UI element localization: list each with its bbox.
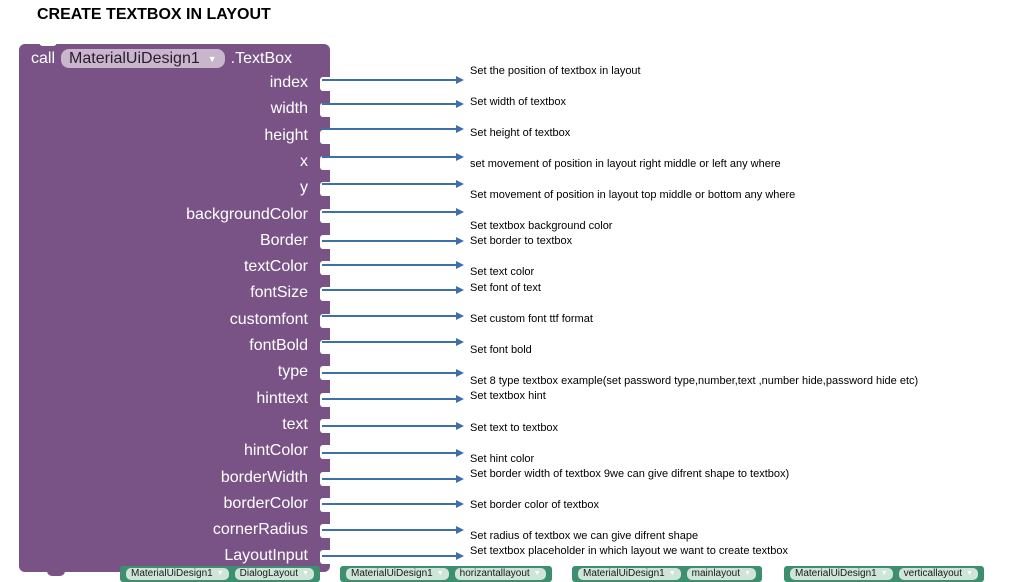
description-text: Set textbox hint: [470, 390, 546, 402]
layout-dropdown[interactable]: [235, 568, 314, 580]
component-dropdown[interactable]: [790, 568, 893, 580]
description-text: Set border to textbox: [470, 235, 573, 247]
param-bordercolor: borderColor: [223, 494, 308, 512]
dropdown-arrow-icon: ▼: [302, 570, 309, 577]
layout-name: mainlayout: [691, 568, 740, 579]
param-type: type: [277, 363, 308, 381]
dropdown-arrow-icon: ▼: [436, 570, 444, 577]
description-text: Set 8 type textbox example(set password type,number,text ,number hide,password hide etc): [470, 375, 919, 387]
call-label: call: [31, 49, 56, 67]
param-height: height: [264, 126, 308, 144]
param-width: width: [270, 100, 308, 118]
component-name: MaterialUiDesign1: [131, 568, 213, 579]
dropdown-arrow-icon: ▼: [668, 570, 676, 577]
arrow-head: [456, 312, 464, 320]
dropdown-arrow-icon: ▼: [880, 570, 888, 577]
arrow-head: [456, 395, 464, 403]
description-text: Set width of textbox: [470, 96, 566, 108]
arrow-head: [456, 180, 464, 188]
description-text: Set textbox placeholder in which layout we want to create textbox: [470, 545, 788, 557]
param-cornerradius: cornerRadius: [212, 521, 308, 539]
param-hinttext: hinttext: [256, 389, 308, 407]
arrow-head: [456, 526, 464, 534]
param-backgroundcolor: backgroundColor: [186, 205, 308, 223]
arrow-head: [456, 500, 464, 508]
param-text: text: [282, 415, 308, 433]
layout-dropdown[interactable]: [899, 568, 978, 580]
arrow-head: [456, 475, 464, 483]
param-fontbold: fontBold: [249, 337, 308, 354]
component-dropdown[interactable]: [346, 568, 449, 580]
description-text: Set border width of textbox 9we can give difrent shape to textbox): [470, 468, 790, 480]
arrow-head: [456, 449, 464, 457]
param-textcolor: textColor: [243, 258, 308, 276]
layout-name: DialogLayout: [239, 568, 299, 579]
layout-block[interactable]: [120, 566, 320, 582]
component-name: MaterialUiDesign1: [69, 49, 200, 67]
param-hintcolor: hintColor: [243, 442, 308, 460]
component-name: MaterialUiDesign1: [583, 568, 665, 579]
layout-dropdown[interactable]: [455, 568, 546, 580]
description-text: Set textbox background color: [470, 220, 613, 232]
param-customfont: customfont: [229, 310, 308, 328]
arrow-head: [456, 125, 464, 133]
param-index: index: [269, 74, 308, 91]
param-y: y: [300, 179, 308, 197]
description-text: Set text to textbox: [470, 422, 559, 434]
description-text: Set radius of textbox we can give difrent shape: [470, 530, 699, 542]
param-border: Border: [259, 231, 308, 249]
component-dropdown[interactable]: [126, 568, 229, 580]
description-text: Set hint color: [470, 453, 535, 465]
description-text: Set text color: [470, 266, 535, 278]
arrow-head: [456, 552, 464, 560]
layout-block[interactable]: [784, 566, 984, 582]
description-text: set movement of position in layout right middle or left any where: [470, 158, 781, 170]
description-text: Set border color of textbox: [470, 499, 600, 511]
method-label: .TextBox: [230, 49, 293, 67]
arrow-head: [456, 369, 464, 377]
arrow-head: [456, 237, 464, 245]
layout-name: verticallayout: [903, 568, 962, 579]
arrow-head: [456, 422, 464, 430]
arrow-head: [456, 208, 464, 216]
component-name: MaterialUiDesign1: [795, 568, 877, 579]
description-text: Set the position of textbox in layout: [470, 65, 641, 77]
arrow-head: [456, 100, 464, 108]
dropdown-arrow-icon: ▼: [966, 570, 973, 577]
layout-block[interactable]: [340, 566, 552, 582]
description-text: Set custom font ttf format: [470, 313, 593, 325]
description-text: Set font bold: [470, 344, 532, 356]
layout-dropdown[interactable]: [687, 568, 756, 580]
arrow-head: [456, 153, 464, 161]
layout-block[interactable]: [572, 566, 762, 582]
param-borderwidth: borderWidth: [220, 468, 308, 486]
dropdown-arrow-icon: ▼: [207, 53, 217, 64]
arrow-head: [456, 338, 464, 346]
description-text: Set font of text: [470, 282, 541, 294]
param-layoutinput: LayoutInput: [224, 547, 308, 565]
param-fontsize: fontSize: [250, 284, 308, 302]
arrow-head: [456, 76, 464, 84]
layout-name: horizantallayout: [459, 568, 530, 579]
arrow-head: [456, 261, 464, 269]
page-title: CREATE TEXTBOX IN LAYOUT: [37, 6, 271, 23]
component-name: MaterialUiDesign1: [351, 568, 433, 579]
param-x: x: [300, 152, 308, 170]
description-text: Set height of textbox: [470, 127, 571, 139]
dropdown-arrow-icon: ▼: [744, 570, 751, 577]
dropdown-arrow-icon: ▼: [216, 570, 224, 577]
dropdown-arrow-icon: ▼: [533, 570, 541, 577]
component-dropdown[interactable]: [578, 568, 681, 580]
arrow-head: [456, 286, 464, 294]
description-text: Set movement of position in layout top middle or bottom any where: [470, 189, 796, 201]
